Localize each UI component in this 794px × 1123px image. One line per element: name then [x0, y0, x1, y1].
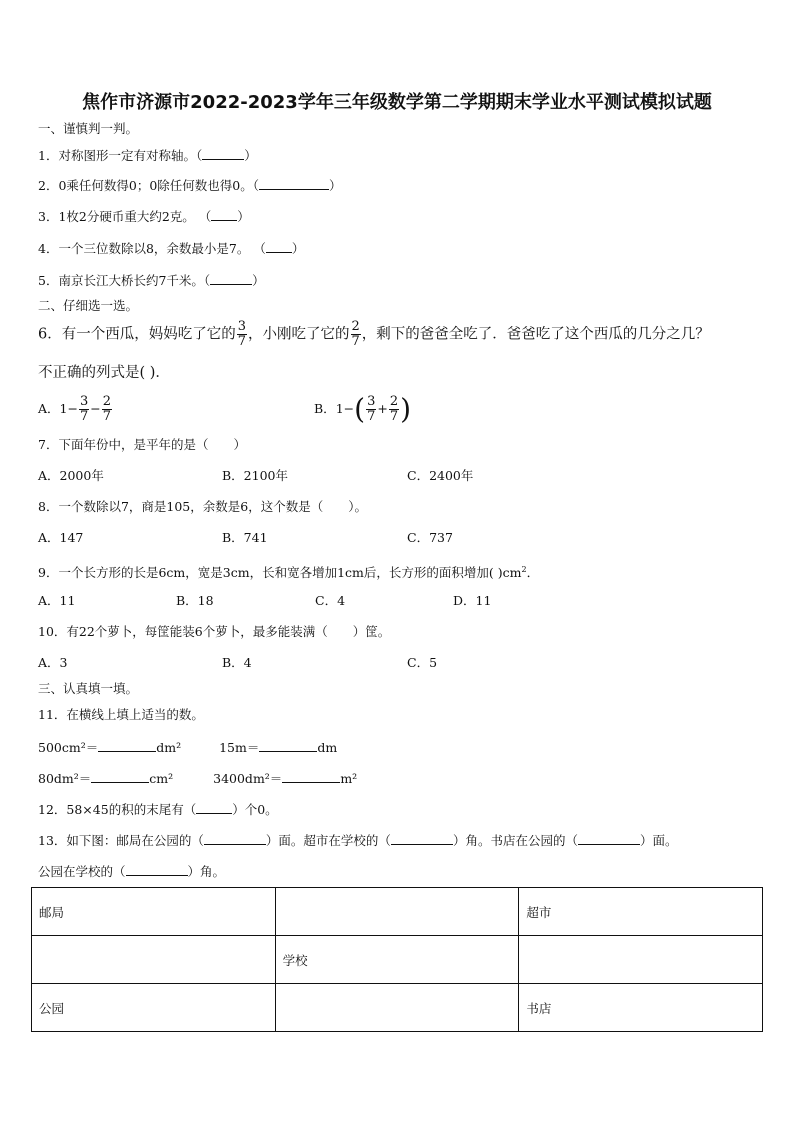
q10-option-c[interactable]: C．5: [407, 655, 438, 670]
page-title: 焦作市济源市2022-2023学年三年级数学第二学期期末学业水平测试模拟试题: [82, 92, 712, 113]
section-heading-1: 一、谨慎判一判。: [38, 121, 139, 136]
question-8: 8．一个数除以7，商是105，余数是6，这个数是（ ）。: [38, 499, 367, 514]
q10-option-b[interactable]: B．4: [222, 655, 252, 670]
fraction: $\frac{3}{7}$: [79, 394, 89, 424]
question-11: 11．在横线上填上适当的数。: [38, 707, 204, 722]
answer-blank[interactable]: [204, 832, 266, 845]
q10-option-a[interactable]: A．3: [38, 655, 68, 670]
table-row: [32, 936, 763, 984]
section-heading-3: 三、认真填一填。: [38, 681, 139, 696]
answer-blank[interactable]: [266, 240, 292, 253]
answer-blank[interactable]: [578, 832, 640, 845]
q8-option-c[interactable]: C．737: [407, 530, 453, 545]
answer-blank[interactable]: [91, 770, 149, 783]
grid-cell: 书店: [519, 984, 763, 1032]
question-4: 4．一个三位数除以8，余数最小是7。 （ ）: [38, 241, 305, 256]
grid-cell: [32, 936, 276, 984]
question-6: 6．有一个西瓜，妈妈吃了它的 $\frac{3}{7}$ ，小刚吃了它的 $\frac{2}{7}$ ，剩下的爸爸全吃了．爸爸吃了这个西瓜的几分之几？: [38, 319, 710, 349]
question-1: 1．对称图形一定有对称轴。（ ）: [38, 148, 257, 163]
answer-blank[interactable]: [282, 770, 340, 783]
fraction: $\frac{2}{7}$: [351, 319, 360, 349]
fraction: $\frac{3}{7}$: [237, 319, 247, 349]
question-12: 12．58×45的积的末尾有（ ）个0。: [38, 802, 278, 817]
question-13: 13．如下图：邮局在公园的（ ）面。超市在学校的（ ）角。书店在公园的（ ）面。: [38, 833, 678, 848]
grid-cell: [275, 984, 519, 1032]
fraction: $\frac{2}{7}$: [102, 394, 112, 424]
q9-option-a[interactable]: A．11: [38, 593, 76, 608]
fraction: $\frac{3}{7}$: [367, 394, 376, 424]
answer-blank[interactable]: [259, 739, 317, 752]
question-10: 10．有22个萝卜，每筐能装6个萝卜，最多能装满（ ）筐。: [38, 624, 391, 639]
question-13-line2: 公园在学校的（ ）角。: [38, 864, 226, 879]
fraction: $\frac{2}{7}$: [389, 394, 399, 424]
table-row: [32, 888, 763, 936]
q6-option-b[interactable]: B．1−( $\frac{3}{7}$ + $\frac{2}{7}$ ): [314, 392, 412, 426]
answer-blank[interactable]: [259, 177, 329, 190]
grid-cell: 公园: [32, 984, 276, 1032]
answer-blank[interactable]: [196, 801, 232, 814]
q6-option-a[interactable]: A．1− $\frac{3}{7}$ − $\frac{2}{7}$: [38, 394, 112, 424]
q9-option-c[interactable]: C．4: [315, 593, 346, 608]
grid-cell: [519, 936, 763, 984]
grid-cell: [275, 888, 519, 936]
q8-option-b[interactable]: B．741: [222, 530, 268, 545]
section-heading-2: 二、仔细选一选。: [38, 298, 139, 313]
question-5: 5．南京长江大桥长约7千米。（ ）: [38, 273, 265, 288]
q11-row-2: 80dm²＝ cm² 3400dm²＝ m²: [38, 771, 358, 786]
answer-blank[interactable]: [211, 208, 237, 221]
question-7: 7．下面年份中，是平年的是（ ）: [38, 437, 246, 452]
q9-option-b[interactable]: B．18: [176, 593, 214, 608]
answer-blank[interactable]: [126, 863, 188, 876]
table-row: [32, 984, 763, 1032]
q7-option-b[interactable]: B．2100年: [222, 468, 288, 483]
answer-blank[interactable]: [202, 147, 244, 160]
answer-blank[interactable]: [210, 272, 252, 285]
question-3: 3．1枚2分硬币重大约2克。 （ ）: [38, 209, 250, 224]
question-6-line2: 不正确的列式是( )．: [38, 365, 170, 381]
answer-blank[interactable]: [391, 832, 453, 845]
grid-cell: 学校: [275, 936, 519, 984]
q7-option-a[interactable]: A．2000年: [38, 468, 104, 483]
grid-cell: 超市: [519, 888, 763, 936]
q11-row-1: 500cm²＝ dm² 15m＝ dm: [38, 740, 338, 755]
q9-option-d[interactable]: D．11: [453, 593, 492, 608]
location-grid: [31, 887, 763, 1032]
q8-option-a[interactable]: A．147: [38, 530, 84, 545]
question-2: 2．0乘任何数得0；0除任何数也得0。（ ）: [38, 178, 342, 193]
question-9: 9．一个长方形的长是6cm，宽是3cm，长和宽各增加1cm后，长方形的面积增加( )$cm^2$．: [38, 565, 540, 581]
answer-blank[interactable]: [98, 739, 156, 752]
q7-option-c[interactable]: C．2400年: [407, 468, 474, 483]
grid-cell: 邮局: [32, 888, 276, 936]
